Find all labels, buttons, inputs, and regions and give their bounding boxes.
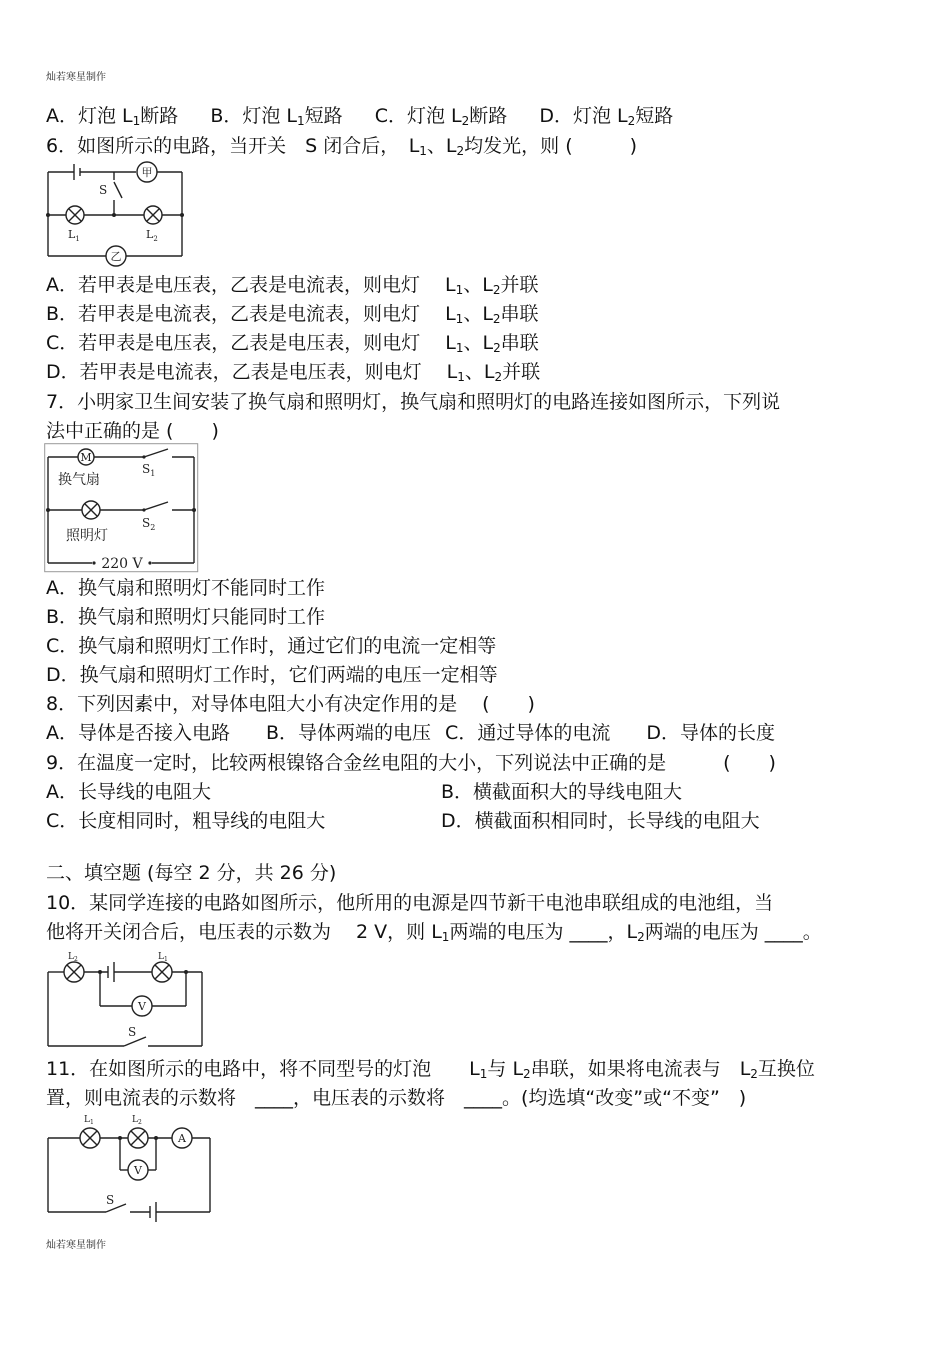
ammeter-icon: A xyxy=(178,1132,186,1145)
q6-option-d: D．若甲表是电流表，乙表是电压表，则电灯 $L_1$、$L_2$并联 xyxy=(46,361,541,384)
q7-stem-line1: 7．小明家卫生间安装了换气扇和照明灯，换气扇和照明灯的电路连接如图所示，下列说 xyxy=(46,391,781,413)
q11-circuit-diagram xyxy=(44,1106,216,1228)
voltmeter-icon: V xyxy=(134,1164,142,1177)
q5-option-a: A．灯泡 $L_1$断路 xyxy=(46,105,179,128)
l1-label: $L_1$ xyxy=(68,228,80,243)
q8-option-b: B．导体两端的电压 xyxy=(266,722,432,744)
page-footer: 灿若寒星制作 xyxy=(46,1240,106,1251)
q8-option-a: A．导体是否接入电路 xyxy=(46,722,230,744)
q9-option-b: B．横截面积大的导线电阻大 xyxy=(441,781,683,803)
q11-stem-line2: 置，则电流表的示数将 ____，电压表的示数将 ____。(均选填“改变”或“不变” ) xyxy=(46,1087,747,1109)
q8-stem: 8．下列因素中，对导体电阻大小有决定作用的是 ( ) xyxy=(46,693,535,715)
q6-circuit-diagram xyxy=(44,158,189,270)
l2-label: $L_2$ xyxy=(68,952,78,963)
q9-option-d: D．横截面积相同时，长导线的电阻大 xyxy=(441,810,760,832)
switch-s-label: S xyxy=(99,183,108,197)
s1-label: $S_1$ xyxy=(142,462,156,478)
q7-circuit-diagram xyxy=(44,443,199,573)
fan-label: 换气扇 xyxy=(58,472,100,488)
lamp-label: 照明灯 xyxy=(66,528,108,544)
q7-option-b: B．换气扇和照明灯只能同时工作 xyxy=(46,606,326,628)
q10-stem-line2: 他将开关闭合后，电压表的示数为 2 V，则 $L_1$两端的电压为 ____，$L_2$两端的电压为 ____。 xyxy=(46,921,822,944)
q8-option-c: C．通过导体的电流 xyxy=(445,722,611,744)
q7-option-a: A．换气扇和照明灯不能同时工作 xyxy=(46,577,325,599)
q6-option-a: A．若甲表是电压表，乙表是电流表，则电灯 $L_1$、$L_2$并联 xyxy=(46,274,539,297)
q6-option-c: C．若甲表是电压表，乙表是电压表，则电灯 $L_1$、$L_2$串联 xyxy=(46,332,539,355)
q5-option-d: D．灯泡 $L_2$短路 xyxy=(539,105,674,128)
l2-label: $L_2$ xyxy=(132,1115,142,1126)
motor-icon: M xyxy=(80,451,92,464)
q8-option-d: D．导体的长度 xyxy=(646,722,775,744)
ammeter-jia-label: 甲 xyxy=(141,166,153,179)
s2-label: $S_2$ xyxy=(142,516,156,532)
voltage-label: 220 V xyxy=(101,556,143,572)
q10-stem-line1: 10．某同学连接的电路如图所示，他所用的电源是四节新干电池串联组成的电池组，当 xyxy=(46,892,774,914)
q11-stem-line1: 11．在如图所示的电路中，将不同型号的灯泡 $L_1$与 $L_2$串联，如果将电流表与 $L_2$互换位 xyxy=(46,1058,815,1081)
q9-stem: 9．在温度一定时，比较两根镍铬合金丝电阻的大小，下列说法中正确的是 ( ) xyxy=(46,752,776,774)
switch-s-label: S xyxy=(106,1193,115,1207)
q5-options xyxy=(46,104,673,133)
page-header: 灿若寒星制作 xyxy=(46,72,106,83)
q7-stem-line2: 法中正确的是 ( ) xyxy=(46,420,219,442)
l1-label: $L_1$ xyxy=(84,1115,94,1126)
l2-label: $L_2$ xyxy=(146,228,158,243)
q5-option-b: B．灯泡 $L_1$短路 xyxy=(210,105,343,128)
q9-option-c: C．长度相同时，粗导线的电阻大 xyxy=(46,810,326,832)
q6-option-b: B．若甲表是电流表，乙表是电流表，则电灯 $L_1$、$L_2$串联 xyxy=(46,303,539,326)
l1-label: $L_1$ xyxy=(158,952,168,963)
q7-option-d: D．换气扇和照明灯工作时，它们两端的电压一定相等 xyxy=(46,664,498,686)
section-heading: 二、填空题 (每空 2 分，共 26 分) xyxy=(46,862,337,884)
q10-circuit-diagram xyxy=(44,948,209,1052)
q6-stem: 6．如图所示的电路，当开关 S 闭合后， $L_1$、$L_2$均发光，则 ( ) xyxy=(46,135,638,158)
q8-options xyxy=(46,721,775,745)
ammeter-yi-label: 乙 xyxy=(110,250,122,263)
q9-option-a: A．长导线的电阻大 xyxy=(46,781,211,803)
q5-option-c: C．灯泡 $L_2$断路 xyxy=(374,105,508,128)
switch-s-label: S xyxy=(128,1025,137,1039)
voltmeter-icon: V xyxy=(138,1000,146,1013)
q7-option-c: C．换气扇和照明灯工作时，通过它们的电流一定相等 xyxy=(46,635,497,657)
